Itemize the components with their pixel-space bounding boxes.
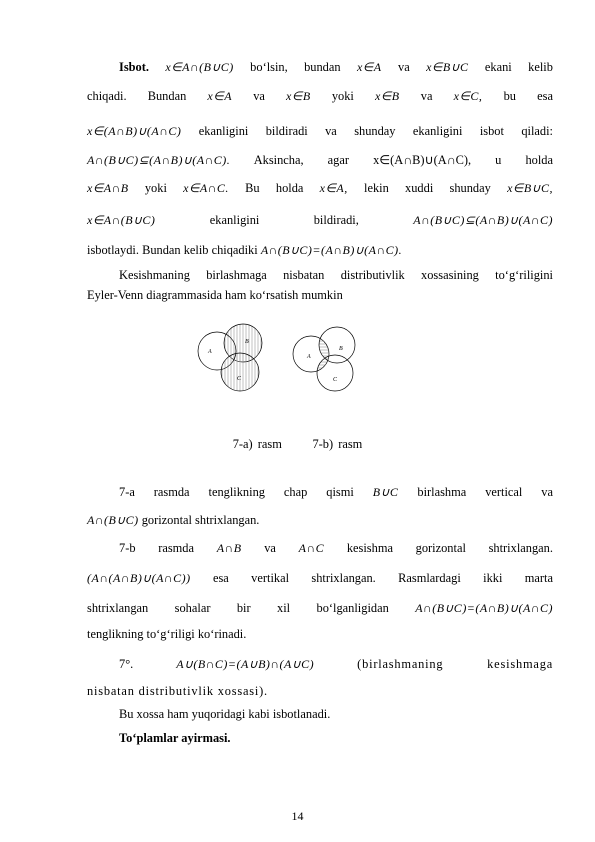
para-7a-line-2 xyxy=(87,513,553,527)
circle-c xyxy=(317,355,353,391)
para-line-8 xyxy=(119,268,553,282)
para-7a-line-1 xyxy=(119,485,553,499)
proof-line-3 xyxy=(87,124,553,138)
label-c: C xyxy=(237,376,242,382)
formula: x∈A∩C. xyxy=(183,181,229,195)
text: Bu holda xyxy=(245,181,304,195)
formula: x∈(A∩B)∪(A∩C) xyxy=(87,124,182,138)
formula: A∪(B∩C)=(A∪B)∩(A∪C) xyxy=(176,657,315,671)
text: 7-a rasmda tenglikning chap qismi xyxy=(119,485,354,499)
para-7b-line-2 xyxy=(87,571,553,585)
property-number: 7°. xyxy=(119,657,134,671)
proof-line-6 xyxy=(87,213,553,227)
text: birlashma vertical va xyxy=(417,485,553,499)
proof-line-5 xyxy=(87,181,553,195)
proof-label: Isbot. xyxy=(119,60,149,74)
caption-7b: 7-b) rasm xyxy=(312,437,363,451)
venn-diagram-7a xyxy=(194,322,269,394)
para-7b-line-3 xyxy=(87,601,553,615)
label-b: B xyxy=(339,346,343,352)
text: lekin xuddi shunday xyxy=(364,181,491,195)
formula: x∈B xyxy=(286,89,311,103)
para-line-9 xyxy=(87,288,553,302)
text: Bu xossa ham yuqoridagi kabi isbotlanadi. xyxy=(119,707,331,721)
formula: x∈A xyxy=(207,89,233,103)
text: va xyxy=(264,541,276,555)
page-number: 14 xyxy=(291,809,304,823)
text: Aksincha, agar x∈(A∩B)∪(A∩C), u holda xyxy=(253,153,553,167)
text: Eyler-Venn diagrammasida ham ko‘rsatish mumkin xyxy=(87,288,343,302)
formula: x∈B xyxy=(375,89,400,103)
formula: A∩(B∪C) xyxy=(87,513,139,527)
para-7b-line-4 xyxy=(87,627,553,641)
text: yoki xyxy=(331,89,354,103)
caption-7a: 7-a) rasm xyxy=(232,437,282,451)
formula: x∈B∪C, xyxy=(507,181,553,195)
formula: x∈A∩B xyxy=(87,181,129,195)
text: gorizontal shtrixlangan. xyxy=(141,513,260,527)
formula: A∩(B∪C)⊆(A∩B)∪(A∩C). xyxy=(87,153,231,167)
formula: x∈A, xyxy=(319,181,348,195)
text: va xyxy=(398,60,410,74)
formula: (A∩(A∩B)∪(A∩C)) xyxy=(87,571,191,585)
label-a: A xyxy=(208,349,212,355)
formula: A∩(B∪C)=(A∩B)∪(A∩C). xyxy=(260,243,403,257)
text: tenglikning to‘g‘riligi ko‘rinadi. xyxy=(87,627,247,641)
formula: x∈B∪C xyxy=(426,60,469,74)
text: va xyxy=(420,89,433,103)
figure-caption xyxy=(0,437,595,452)
text: kesishma gorizontal shtrixlangan. xyxy=(346,541,553,555)
text: ekanligini bildiradi, xyxy=(209,213,359,227)
text: bu esa xyxy=(503,89,553,103)
formula: A∩(B∪C)⊆(A∩B)∪(A∩C) xyxy=(413,213,553,227)
label-b: B xyxy=(245,339,249,345)
text: va xyxy=(253,89,265,103)
formula: x∈A xyxy=(356,60,382,74)
circle-c xyxy=(221,353,259,391)
label-c: C xyxy=(333,377,338,383)
text: esa vertikal shtrixlangan. Rasmlardagi ikki marta xyxy=(212,571,553,585)
property-7-line-1 xyxy=(119,657,553,671)
formula: A∩B xyxy=(216,541,242,555)
formula: A∩(B∪C)=(A∩B)∪(A∩C) xyxy=(415,601,553,615)
formula: x∈A∩(B∪C) xyxy=(87,213,156,227)
text: bo‘lsin, bundan xyxy=(250,60,341,74)
proof-line-4 xyxy=(87,153,553,167)
text: yoki xyxy=(144,181,167,195)
text: nisbatan distributivlik xossasi). xyxy=(87,684,268,698)
formula: A∩C xyxy=(298,541,325,555)
proof-line-1 xyxy=(119,60,553,74)
text: 7-b rasmda xyxy=(119,541,194,555)
proof-line-7 xyxy=(87,243,553,257)
para-7b-line-1 xyxy=(119,541,553,555)
heading-text: To‘plamlar ayirmasi. xyxy=(119,731,231,745)
proof-line-2 xyxy=(87,89,553,103)
proof-note xyxy=(119,707,553,721)
text: shtrixlangan sohalar bir xil bo‘lganligidan xyxy=(87,601,389,615)
section-heading xyxy=(119,731,553,745)
text: isbotlaydi. Bundan kelib chiqadiki xyxy=(87,243,258,257)
formula: B∪C xyxy=(372,485,399,499)
formula: x∈A∩(B∪C) xyxy=(165,60,234,74)
text: chiqadi. Bundan xyxy=(87,89,187,103)
text: Kesishmaning birlashmaga nisbatan distributivlik xossasining to‘g‘riligini xyxy=(119,268,553,282)
text: ekanligini bildiradi va shunday ekanligini isbot qiladi: xyxy=(198,124,553,138)
property-7-line-2 xyxy=(87,684,553,698)
text: ekani kelib xyxy=(484,60,553,74)
formula: x∈C, xyxy=(453,89,483,103)
label-a: A xyxy=(307,354,311,360)
text: (birlashmaning kesishmaga xyxy=(357,657,553,671)
venn-diagram-7b xyxy=(291,325,363,395)
